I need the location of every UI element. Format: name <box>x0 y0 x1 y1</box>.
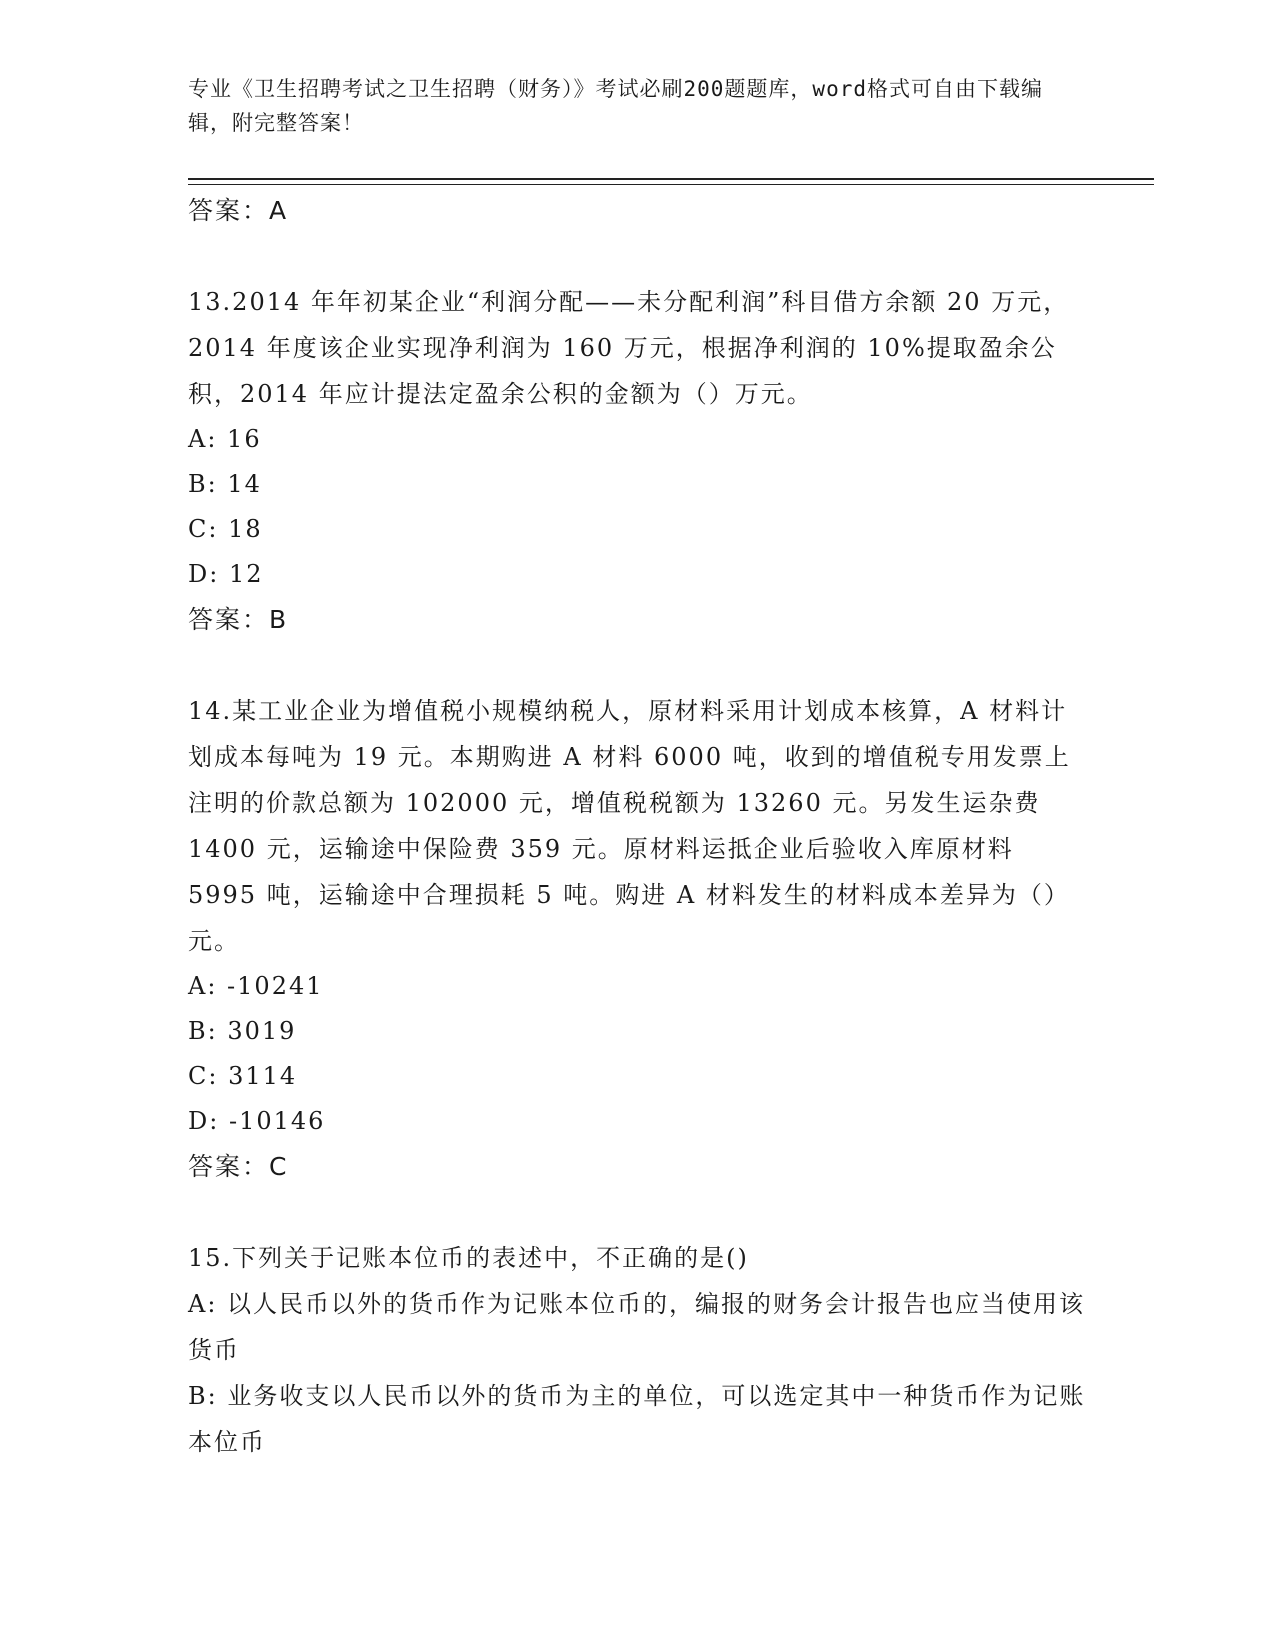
question-stem: 15.下列关于记账本位币的表述中，不正确的是() <box>188 1244 749 1272</box>
option-b: B: 业务收支以人民币以外的货币为主的单位，可以选定其中一种货币作为记账本位币 <box>188 1382 1086 1456</box>
question-stem: 13.2014 年年初某企业“利润分配——未分配利润”科目借方余额 20 万元，2014 年度该企业实现净利润为 160 万元，根据净利润的 10%提取盈余公积，2014 年应计提法定盈余公积的金额为（）万元。 <box>188 288 1070 408</box>
header-rule-thick <box>188 178 1154 180</box>
option-a: A: 16 <box>188 425 262 453</box>
question-13 <box>188 279 1088 642</box>
question-14 <box>188 688 1088 1189</box>
document-header: 专业《卫生招聘考试之卫生招聘（财务）》考试必刷200题题库，word格式可自由下载编辑，附完整答案！ <box>188 77 1043 135</box>
header-rule-thin <box>188 184 1154 185</box>
option-d: D: -10146 <box>188 1107 326 1135</box>
option-c: C: 3114 <box>188 1062 298 1090</box>
document-body <box>188 188 1088 1465</box>
option-c: C: 18 <box>188 515 263 543</box>
option-b: B: 14 <box>188 470 262 498</box>
option-d: D: 12 <box>188 560 264 588</box>
answer-line: 答案：B <box>188 605 289 634</box>
option-a: A: -10241 <box>188 972 324 1000</box>
option-b: B: 3019 <box>188 1017 297 1045</box>
question-15 <box>188 1235 1088 1465</box>
answer-line: 答案：A <box>188 196 289 225</box>
option-a: A: 以人民币以外的货币作为记账本位币的，编报的财务会计报告也应当使用该货币 <box>188 1290 1086 1364</box>
question-stem: 14.某工业企业为增值税小规模纳税人，原材料采用计划成本核算，A 材料计划成本每吨为 19 元。本期购进 A 材料 6000 吨，收到的增值税专用发票上注明的价款总额为 102000 元，增值税税额为 13260 元。另发生运杂费 1400 元，运输途中保险费 359 元。原材料运抵企业后验收入库原材料 5995 吨，运输途中合理损耗 5 吨。购进 A 材料发生的材料成本差异为（）元。 <box>188 697 1071 955</box>
answer-line: 答案：C <box>188 1152 289 1181</box>
